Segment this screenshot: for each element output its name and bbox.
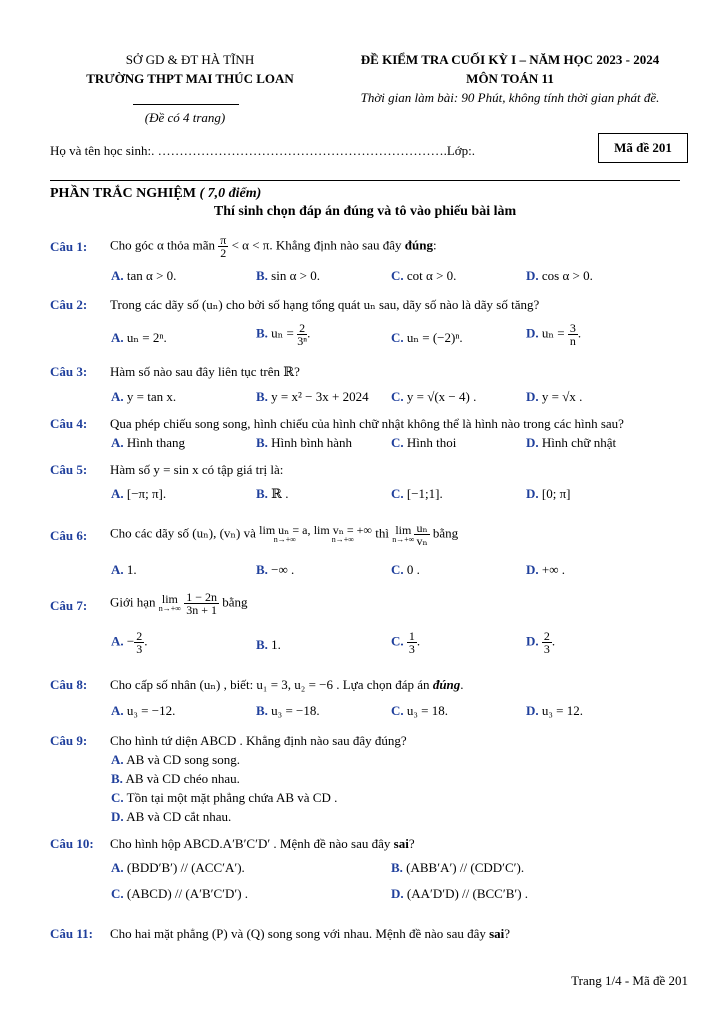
exam-code-box: Mã đề 201 bbox=[598, 133, 688, 163]
option-b: B. uₙ = $\frac{2}{\text{3ⁿ}}$ . bbox=[256, 321, 311, 348]
question-label: Câu 7: bbox=[50, 598, 88, 613]
page-count-note: (Đề có 4 trang) bbox=[144, 110, 226, 125]
option-a: A. uₙ = 2ⁿ. bbox=[111, 330, 167, 345]
option-d: D. $\frac{2}{3}$ . bbox=[526, 629, 556, 656]
option-a: A. [−π; π]. bbox=[111, 486, 167, 501]
option-a: A. y = tan x. bbox=[111, 389, 177, 404]
option-d: D. uₙ = $\frac{3}{n}$ . bbox=[526, 321, 582, 348]
option-a: A. u₃ = −12. bbox=[111, 703, 176, 718]
option-c: C. cot α > 0. bbox=[391, 268, 457, 283]
option-c: C. 0 . bbox=[391, 562, 420, 577]
option-a: A. AB và CD song song. bbox=[111, 752, 240, 767]
fraction: $\frac{\text{uₙ}}{\text{vₙ}}$ bbox=[416, 521, 428, 548]
option-d: D. u₃ = 12. bbox=[526, 703, 584, 718]
section-title: PHẦN TRẮC NGHIỆM bbox=[50, 186, 196, 201]
option-d: D. y = √x . bbox=[526, 389, 583, 404]
section-instruction: Thí sinh chọn đáp án đúng và tô vào phiếu bài làm bbox=[213, 204, 517, 219]
question-label: Câu 2: bbox=[50, 297, 88, 312]
option-b: B. u₃ = −18. bbox=[256, 703, 320, 718]
limit-expression: lim vₙ = +∞ n→+∞ bbox=[313, 522, 372, 544]
option-d: D. +∞ . bbox=[526, 562, 565, 577]
option-b: B. y = x² − 3x + 2024 bbox=[256, 389, 369, 404]
limit-expression: lim n→+∞ bbox=[158, 591, 181, 613]
option-b: B. −∞ . bbox=[256, 562, 295, 577]
limit-expression: lim uₙ = a, n→+∞ bbox=[259, 522, 311, 544]
department-name: SỞ GD & ĐT HÀ TĨNH bbox=[125, 52, 255, 67]
option-a: A. Hình thang bbox=[111, 435, 186, 450]
question-label: Câu 4: bbox=[50, 416, 88, 431]
option-b: B. sin α > 0. bbox=[256, 268, 320, 283]
question-label: Câu 1: bbox=[50, 239, 88, 254]
fraction: $\frac{\pi}{2}$ bbox=[220, 233, 227, 260]
option-d: D. [0; π] bbox=[526, 486, 571, 501]
option-d: D. Hình chữ nhật bbox=[526, 435, 617, 450]
time-note: Thời gian làm bài: 90 Phút, không tính thời gian phát đề. bbox=[360, 90, 660, 105]
question-label: Câu 11: bbox=[50, 926, 93, 941]
fraction: $\frac{1 - 2n}{3n + 1}$ bbox=[186, 590, 218, 617]
option-a: A. − $\frac{2}{3}$ . bbox=[111, 629, 148, 656]
option-c: C. Hình thoi bbox=[391, 435, 457, 450]
page-footer: Trang 1/4 - Mã đề 201 bbox=[571, 973, 688, 988]
limit-expression: lim n→+∞ bbox=[392, 522, 415, 544]
school-name: TRƯỜNG THPT MAI THÚC LOAN bbox=[86, 71, 294, 86]
section-heading bbox=[50, 186, 261, 202]
option-d: D. (AA′D′D) // (BCC′B′) . bbox=[391, 886, 529, 901]
option-a: A. 1. bbox=[111, 562, 137, 577]
header-divider bbox=[133, 104, 239, 105]
question-label: Câu 10: bbox=[50, 836, 94, 851]
option-c: C. $\frac{1}{3}$ . bbox=[391, 629, 421, 656]
section-points: ( 7,0 điểm) bbox=[199, 186, 262, 201]
option-a: A. (BDD′B′) // (ACC′A′). bbox=[111, 860, 245, 875]
option-b: B. ℝ . bbox=[256, 486, 289, 501]
option-d: D. AB và CD cắt nhau. bbox=[111, 809, 232, 824]
option-b: B. Hình bình hành bbox=[256, 435, 353, 450]
student-name-field: Họ và tên học sinh:. ………………………………………………………….Lớp:. bbox=[50, 143, 476, 158]
subject-title: MÔN TOÁN 11 bbox=[466, 71, 554, 86]
option-c: C. [−1;1]. bbox=[391, 486, 443, 501]
question-label: Câu 9: bbox=[50, 733, 88, 748]
exam-title: ĐỀ KIỂM TRA CUỐI KỲ I – NĂM HỌC 2023 - 2024 bbox=[360, 52, 660, 67]
option-c: C. y = √(x − 4) . bbox=[391, 389, 477, 404]
question-label: Câu 6: bbox=[50, 528, 88, 543]
option-c: C. uₙ = (−2)ⁿ. bbox=[391, 330, 463, 345]
question-label: Câu 5: bbox=[50, 462, 88, 477]
question-label: Câu 3: bbox=[50, 364, 88, 379]
option-c: C. (ABCD) // (A′B′C′D′) . bbox=[111, 886, 249, 901]
question-label: Câu 8: bbox=[50, 677, 88, 692]
option-a: A. tan α > 0. bbox=[111, 268, 177, 283]
option-d: D. cos α > 0. bbox=[526, 268, 593, 283]
option-b: B. AB và CD chéo nhau. bbox=[111, 771, 240, 786]
section-divider bbox=[50, 180, 680, 181]
option-b: B. 1. bbox=[256, 637, 281, 652]
option-c: C. u₃ = 18. bbox=[391, 703, 449, 718]
option-b: B. (ABB′A′) // (CDD′C′). bbox=[391, 860, 525, 875]
option-c: C. Tồn tại một mặt phẳng chứa AB và CD . bbox=[111, 790, 338, 805]
